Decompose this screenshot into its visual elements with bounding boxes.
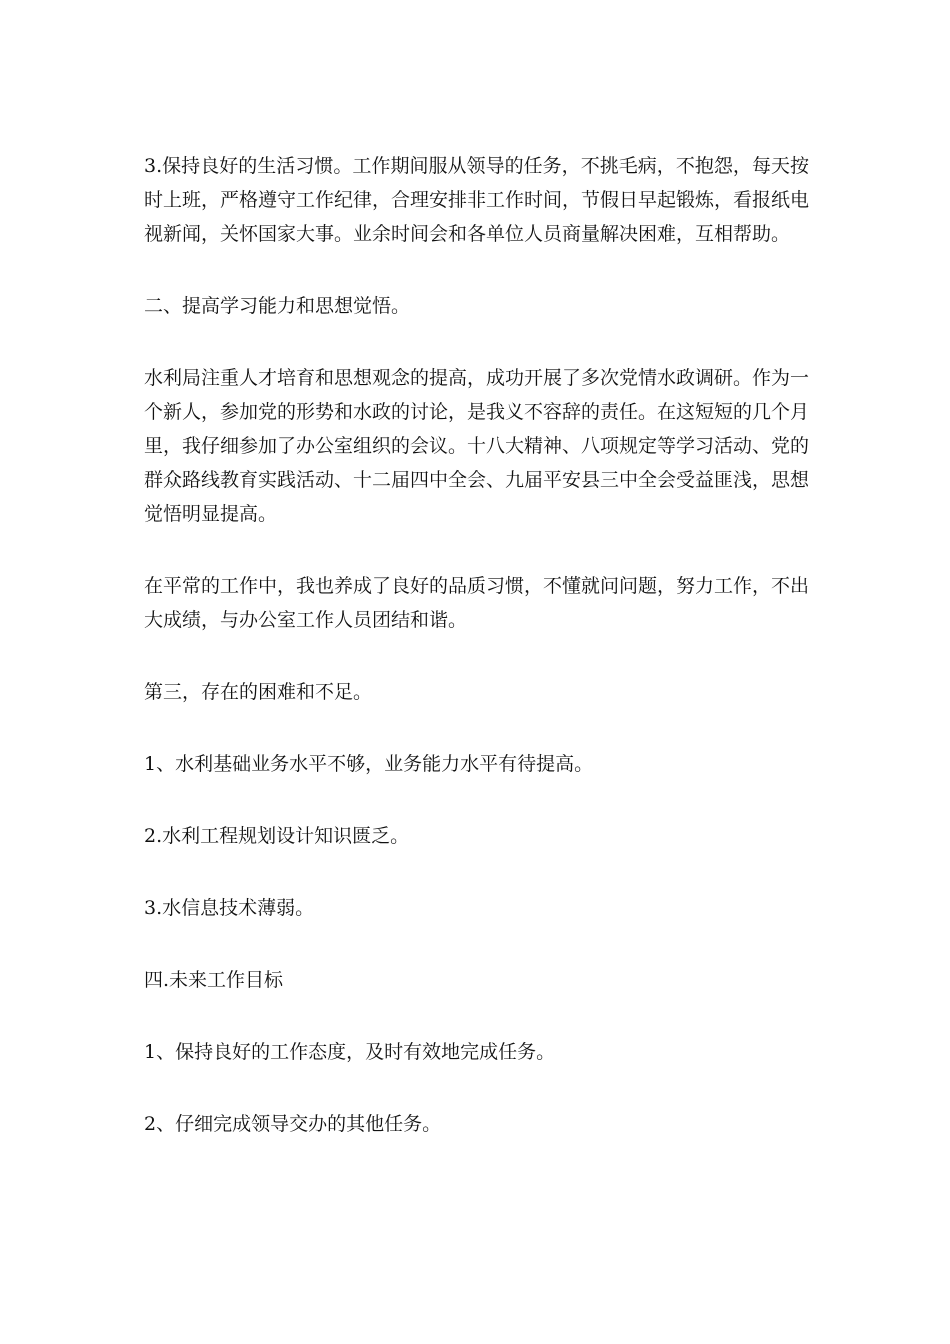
paragraph-habits: 3.保持良好的生活习惯。工作期间服从领导的任务，不挑毛病，不抱怨，每天按时上班，严格遵守工作纪律，合理安排非工作时间，节假日早起锻炼，看报纸电视新闻，关怀国家大事。业余时间会和各单位人员商量解决困难，互相帮助。 <box>144 155 810 245</box>
list-item-difficulty-2: 2.水利工程规划设计知识匮乏。 <box>144 825 410 847</box>
list-item-goal-1: 1、保持良好的工作态度，及时有效地完成任务。 <box>144 1041 556 1063</box>
section-heading-difficulties: 第三，存在的困难和不足。 <box>144 681 373 703</box>
list-item-goal-2: 2、仔细完成领导交办的其他任务。 <box>144 1113 442 1135</box>
paragraph-work-quality: 在平常的工作中，我也养成了良好的品质习惯，不懂就问问题，努力工作，不出大成绩，与办公室工作人员团结和谐。 <box>144 575 810 631</box>
list-item-difficulty-1: 1、水利基础业务水平不够，业务能力水平有待提高。 <box>144 753 594 775</box>
list-item-difficulty-3: 3.水信息技术薄弱。 <box>144 897 315 919</box>
section-heading-goals: 四.未来工作目标 <box>144 969 284 991</box>
section-heading-learning: 二、提高学习能力和思想觉悟。 <box>144 295 411 317</box>
document-body <box>144 149 809 1179</box>
paragraph-learning: 水利局注重人才培育和思想观念的提高，成功开展了多次党情水政调研。作为一个新人，参加党的形势和水政的讨论，是我义不容辞的责任。在这短短的几个月里，我仔细参加了办公室组织的会议。十八大精神、八项规定等学习活动、党的群众路线教育实践活动、十二届四中全会、九届平安县三中全会受益匪浅，思想觉悟明显提高。 <box>144 367 810 525</box>
